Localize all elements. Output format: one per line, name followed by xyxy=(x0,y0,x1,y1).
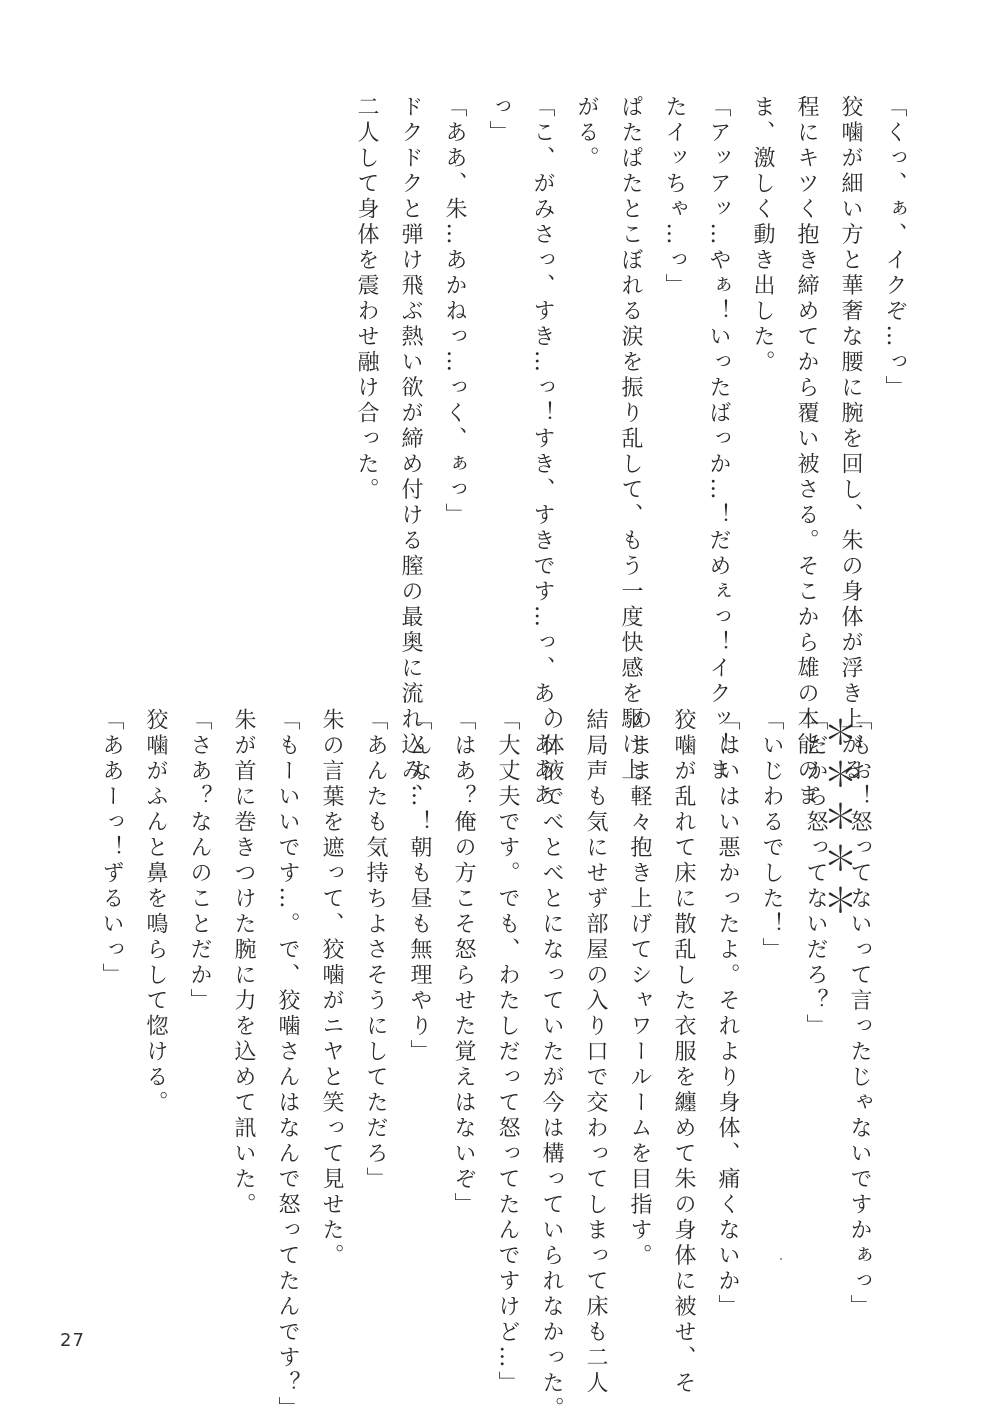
text-line: 「んな…！朝も昼も無理やり」 xyxy=(407,708,432,1065)
text-line: 「ああーっ！ずるいっ」 xyxy=(99,708,124,989)
text-line: 「いじわるでした！」 xyxy=(759,708,784,963)
text-line: 朱の言葉を遮って、狡噛がニヤと笑って見せた。 xyxy=(319,708,344,1269)
text-line: 「さあ？なんのことだか」 xyxy=(187,708,212,1014)
text-line: 狡噛が細い方と華奢な腰に腕を回し、朱の身体が浮き上がる xyxy=(838,95,863,784)
text-line: っ」 xyxy=(486,95,511,146)
text-line: 「もーいいです…。で、狡噛さんはなんで怒ってたんです？」 xyxy=(275,708,300,1422)
text-line: 「だから怒ってないだろ？」 xyxy=(803,708,828,1040)
text-line: 「はあ？俺の方こそ怒らせた覚えはないぞ」 xyxy=(451,708,476,1218)
text-line: 狡噛が乱れて床に散乱した衣服を纏めて朱の身体に被せ、そ xyxy=(671,708,696,1397)
top-text-block xyxy=(333,95,905,809)
text-line: がる。 xyxy=(574,95,599,172)
section-separator: ＊＊＊＊＊ xyxy=(817,715,857,925)
text-line: ま、激しく動き出した。 xyxy=(750,95,775,376)
text-line: 結局声も気にせず部屋の入り口で交わってしまって床も二人 xyxy=(583,708,608,1397)
text-line: 「もお！怒ってないって言ったじゃないですかぁっ」 xyxy=(847,708,872,1320)
bottom-text-block xyxy=(78,708,870,1422)
text-line: 「大丈夫です。でも、わたしだって怒ってたんですけど…」 xyxy=(495,708,520,1397)
text-line: 程にキツく抱き締めてから覆い被さる。そこから雄の本能のま xyxy=(794,95,819,809)
text-line: 朱が首に巻きつけた腕に力を込めて訊いた。 xyxy=(231,708,256,1218)
text-line: 「ああ、朱…あかねっ…っく、ぁっ」 xyxy=(442,95,467,529)
text-line: のまま軽々抱き上げてシャワールームを目指す。 xyxy=(627,708,652,1269)
scan-speck xyxy=(780,1258,782,1260)
text-line: 狡噛がふんと鼻を鳴らして惚ける。 xyxy=(143,708,168,1116)
text-line: の体液でべとべとになっていたが今は構っていられなかった。 xyxy=(539,708,564,1422)
text-line: 「あんたも気持ちよさそうにしてただろ」 xyxy=(363,708,388,1193)
text-line: ドクドクと弾け飛ぶ熱い欲が締め付ける膣の最奥に流れ込み、 xyxy=(398,95,423,809)
text-line: たイッちゃ…っ」 xyxy=(662,95,687,299)
text-line: 「くっ、ぁ、イクぞ…っ」 xyxy=(882,95,907,401)
text-line: 「こ、がみさっ、すき…っ！すき、すきです…っ、あ、あああ xyxy=(530,95,555,809)
text-line: 「はいはい悪かったよ。それより身体、痛くないか」 xyxy=(715,708,740,1320)
page-number: 27 xyxy=(60,1330,85,1351)
text-line: 「アッアッ…やぁ！いったばっか…！だめぇっ！イクッ！ま xyxy=(706,95,731,784)
text-line: ぱたぱたとこぼれる涙を振り乱して、もう一度快感を駆け上 xyxy=(618,95,643,784)
text-line: 二人して身体を震わせ融け合った。 xyxy=(354,95,379,503)
